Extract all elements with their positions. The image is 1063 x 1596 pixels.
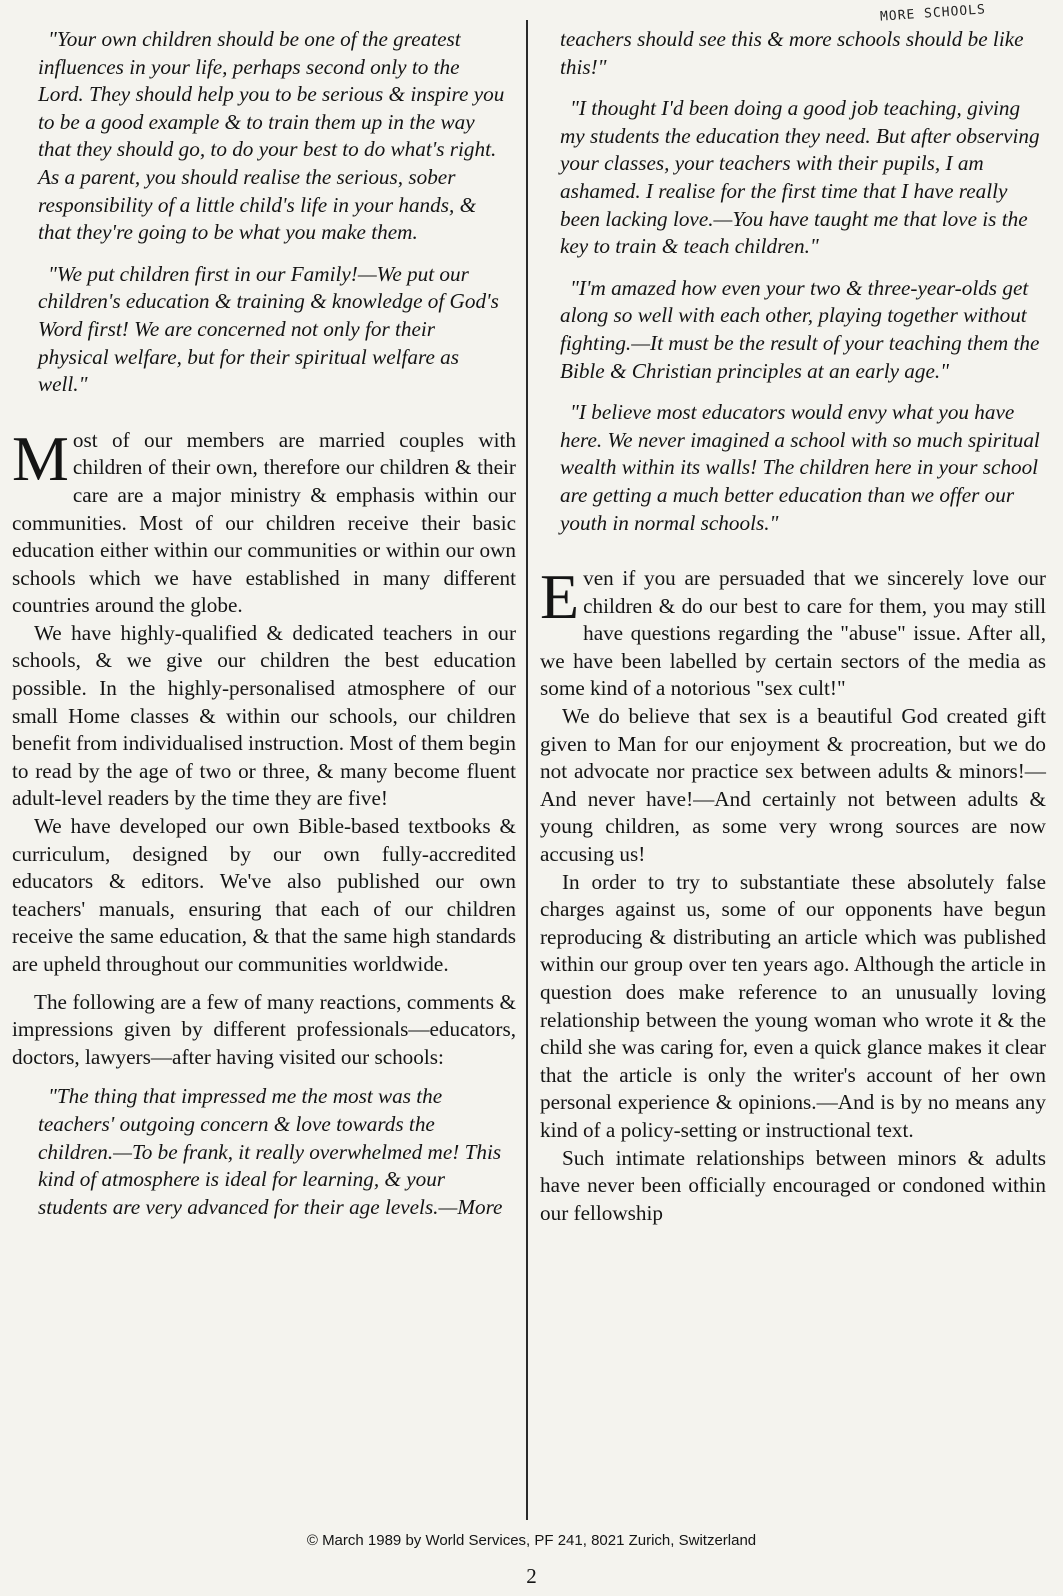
quote-more-schools: teachers should see this & more schools should be like this!" — [560, 27, 1024, 79]
paragraph-curriculum: We have developed our own Bible-based textbooks & curriculum, designed by our own fully-accredited educators & editors. We've also published our own teachers' manuals, ensuring that each of our children receive the same education, & that the same high standards are upheld throughout our communities worldwide. — [12, 814, 516, 976]
quote-parent-responsibility: "Your own children should be one of the greatest influences in your life, perhaps second only to the Lord. They should help you to be serious & inspire you to be a good example & to train them up in the way that they should go, to do your best to do what's right. As a parent, you should realise the serious, sober responsibility of a little child's life in your hands, & that they're going to be what you make them. — [38, 27, 505, 245]
right-column — [540, 26, 1046, 1227]
quote-envy: "I believe most educators would envy what you have here. We never imagined a school with so much spiritual wealth within its walls! The children here in your school are getting a much better education than we offer our youth in normal schools." — [560, 400, 1040, 535]
copyright-footer: © March 1989 by World Services, PF 241, 8021 Zurich, Switzerland — [306, 1532, 757, 1549]
dropcap-e: E — [540, 561, 580, 633]
paragraph-abuse-issue — [540, 561, 1046, 703]
paragraph-reactions: The following are a few of many reactions, comments & impressions given by different professionals—educators, doctors, lawyers—after having visited our schools: — [12, 989, 516, 1069]
paragraph-members-text: ost of our members are married couples with children of their own, therefore our children & their care are a major ministry & emphasis within our communities. Most of our children receive their basic education either within our communities or within our own schools which we have established in many different countries around the globe. — [12, 427, 516, 618]
quote-children-first: "We put children first in our Family!—We put our children's education & training & knowledge of God's Word first! We are concerned not only for their physical welfare, but for their spiritual welfare as well." — [38, 261, 499, 397]
paragraph-abuse-issue-text: ven if you are persuaded that we sincerely love our children & do our best to care for them, you may still have questions regarding the "abuse" issue. After all, we have been labelled by certain sectors of the media as some kind of a notorious "sex cult!" — [540, 566, 1046, 701]
page-number: 2 — [526, 1564, 537, 1588]
quote-lacking-love: "I thought I'd been doing a good job teaching, giving my students the education they need. But after observing your classes, your teachers with their pupils, I am ashamed. I realise for the first time that I have really been lacking love.—You have taught me that love is the key to train & teach children." — [560, 96, 1040, 259]
paragraph-relationships: Such intimate relationships between minors & adults have never been officially encouraged or condoned within our fellowship — [540, 1145, 1046, 1225]
handwritten-note: MORE SCHOOLS — [879, 2, 987, 25]
quote-amazed: "I'm amazed how even your two & three-year-olds get along so well with each other, playing together without fighting.—It must be the result of your teaching them the Bible & Christian principles at an early age." — [560, 275, 1040, 383]
left-column — [12, 26, 516, 1235]
paragraph-members — [12, 422, 516, 620]
column-divider — [526, 20, 528, 1520]
quote-impressed: "The thing that impressed me the most was the teachers' outgoing concern & love towards the children.—To be frank, it really overwhelmed me! This kind of atmosphere is ideal for learning, & your students are very advanced for their age levels.—More — [38, 1084, 503, 1219]
paragraph-teachers: We have highly-qualified & dedicated teachers in our schools, & we give our children the best education possible. In the highly-personalised atmosphere of our small Home classes & within our schools, our children benefit from individualised instruction. Most of them begin to read by the age of two or three, & many become fluent adult-level readers by the time they are five! — [12, 620, 516, 811]
paragraph-beliefs: We do believe that sex is a beautiful God created gift given to Man for our enjoyment & procreation, but we do not advocate nor practice sex between adults & minors!—And never have!—And certainly not between adults & young children, as some very wrong sources are now accusing us! — [540, 704, 1046, 867]
dropcap-m: M — [12, 422, 69, 494]
paragraph-article: In order to try to substantiate these absolutely false charges against us, some of our opponents have begun reproducing & distributing an article which was published within our group over ten years ago. Although the article in question does make reference to an unusually loving relationship between the young woman who wrote it & the child she was caring for, even a quick glance makes it clear that the article is only the writer's account of her own personal experience & opinions.—And is by no means any kind of a policy-setting or instructional text. — [540, 869, 1046, 1142]
